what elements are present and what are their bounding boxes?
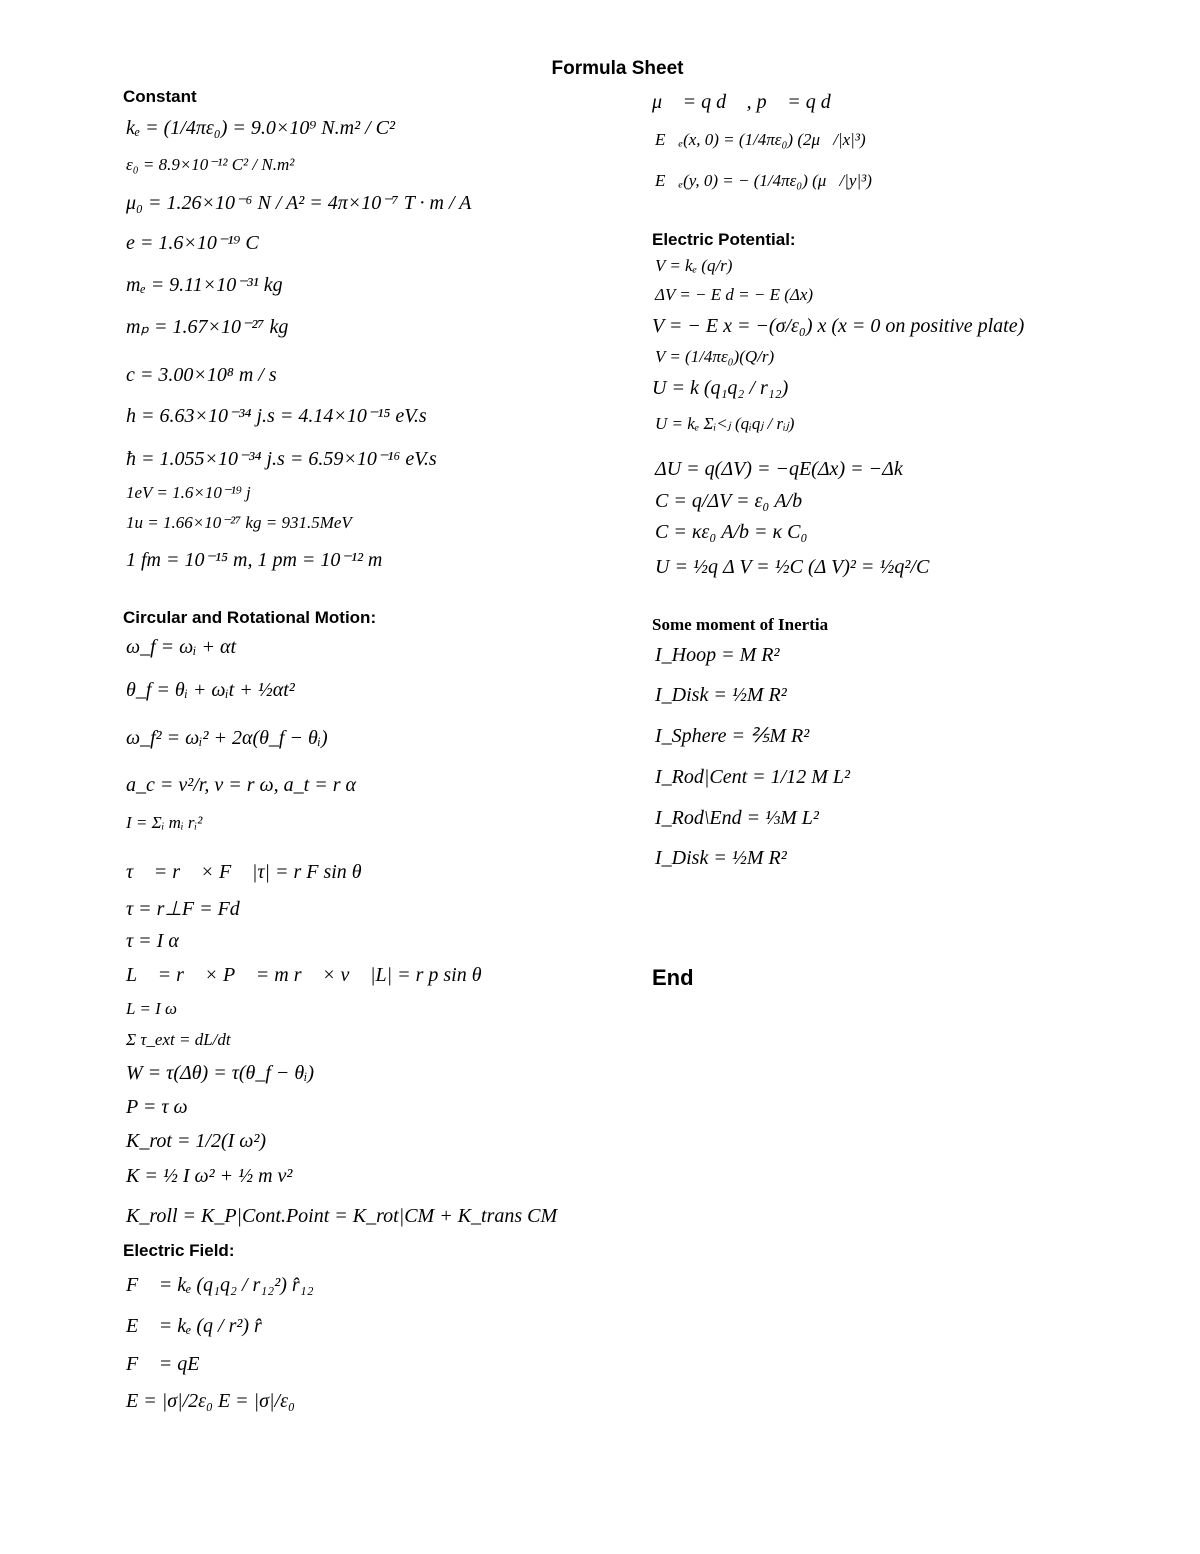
constant-electron-charge: e = 1.6×10⁻¹⁹ C: [126, 232, 259, 254]
formula-net-torque: Σ τ_ext = dL/dt: [126, 1030, 231, 1049]
formula-potential-energy-change: ΔU = q(ΔV) = −qE(Δx) = −Δk: [655, 458, 903, 480]
constant-speed-of-light: c = 3.00×10⁸ m / s: [126, 364, 277, 386]
formula-system-energy: U = kₑ Σᵢ<ⱼ (qᵢqⱼ / rᵢⱼ): [655, 414, 795, 433]
end-label: End: [652, 965, 694, 990]
formula-torque-vector: τ⃗ = r⃗ × F⃗ |τ| = r F sin θ: [126, 861, 362, 883]
formula-torque-lever: τ = r⊥F = Fd: [126, 898, 240, 920]
formula-rotational-power: P = τ ω: [126, 1096, 188, 1118]
constant-permittivity: ε₀ = 8.9×10⁻¹² C² / N.m²: [126, 155, 295, 174]
formula-capacitance: C = q/ΔV = ε₀ A/b: [655, 490, 803, 512]
inertia-hoop: I_Hoop = M R²: [655, 644, 780, 666]
formula-point-field: E⃗ = kₑ (q / r²) r̂: [126, 1315, 262, 1337]
constant-length-units: 1 fm = 10⁻¹⁵ m, 1 pm = 10⁻¹² m: [126, 549, 383, 571]
formula-centripetal: a_c = v²/r, v = r ω, a_t = r α: [126, 774, 356, 796]
formula-dipole-field-y: E⃗ₑ(y, 0) = − (1/4πε₀) (μ⃗/|y|³): [655, 171, 872, 190]
inertia-sphere: I_Sphere = ⅖M R²: [655, 725, 810, 747]
formula-field-force: F⃗ = qE⃗: [126, 1353, 216, 1375]
field-heading: Electric Field:: [123, 1241, 235, 1260]
formula-moment-of-inertia: I = Σᵢ mᵢ rᵢ²: [126, 813, 203, 832]
formula-torque-inertia: τ = I α: [126, 930, 179, 952]
constant-coulomb: kₑ = (1/4πε₀) = 9.0×10⁹ N.m² / C²: [126, 117, 395, 139]
formula-charge-potential: V = (1/4πε₀)(Q/r): [655, 347, 775, 366]
potential-heading: Electric Potential:: [652, 230, 796, 249]
formula-potential-difference: ΔV = − E d = − E (Δx): [655, 285, 814, 304]
formula-coulomb-force: F⃗ = kₑ (q₁q₂ / r₁₂²) r̂₁₂: [126, 1274, 314, 1296]
constant-electron-volt: 1eV = 1.6×10⁻¹⁹ j: [126, 483, 251, 502]
formula-angular-momentum: L = I ω: [126, 999, 178, 1018]
formula-rolling-ke: K_roll = K_P|Cont.Point = K_rot|CM + K_trans CM: [126, 1205, 558, 1227]
formula-rotational-work: W = τ(Δθ) = τ(θ_f − θᵢ): [126, 1062, 315, 1084]
inertia-heading: Some moment of Inertia: [652, 615, 829, 634]
formula-capacitor-energy: U = ½q Δ V = ½C (Δ V)² = ½q²/C: [655, 556, 930, 578]
formula-dipole-field-x: E⃗ₑ(x, 0) = (1/4πε₀) (2μ⃗/|x|³): [655, 130, 866, 149]
formula-omega-squared: ω_f² = ωᵢ² + 2α(θ_f − θᵢ): [126, 727, 328, 749]
constant-proton-mass: mₚ = 1.67×10⁻²⁷ kg: [126, 316, 289, 338]
formula-rotational-ke: K_rot = 1/2(I ω²): [126, 1130, 267, 1152]
formula-dipole-moment: μ⃗ = q d⃗ , p⃗ = q d⃗: [652, 91, 847, 113]
inertia-disk: I_Disk = ½M R²: [655, 684, 787, 706]
formula-omega-final: ω_f = ωᵢ + αt: [126, 636, 237, 658]
formula-plate-potential: V = − E x = −(σ/ε₀) x (x = 0 on positive plate): [652, 315, 1025, 337]
formula-theta-final: θ_f = θᵢ + ωᵢt + ½αt²: [126, 679, 295, 701]
rotation-heading: Circular and Rotational Motion:: [123, 608, 377, 627]
formula-point-potential: V = kₑ (q/r): [655, 256, 733, 275]
formula-pair-energy: U = k (q₁q₂ / r₁₂): [652, 377, 789, 399]
constant-atomic-mass-unit: 1u = 1.66×10⁻²⁷ kg = 931.5MeV: [126, 513, 352, 532]
constant-reduced-planck: ħ = 1.055×10⁻³⁴ j.s = 6.59×10⁻¹⁶ eV.s: [126, 448, 437, 470]
formula-sheet-field: E = |σ|/2ε₀ E = |σ|/ε₀: [126, 1390, 295, 1412]
formula-angular-momentum-vector: L⃗ = r⃗ × P⃗ = m r⃗ × v⃗ |L| = r p sin θ: [126, 964, 482, 986]
page-title: Formula Sheet: [551, 58, 684, 79]
inertia-rod-end: I_Rod\End = ⅓M L²: [655, 807, 819, 829]
constant-electron-mass: mₑ = 9.11×10⁻³¹ kg: [126, 274, 283, 296]
inertia-rod-center: I_Rod|Cent = 1/12 M L²: [655, 766, 850, 788]
inertia-disk-2: I_Disk = ½M R²: [655, 847, 787, 869]
formula-dielectric-capacitance: C = κε₀ A/b = κ C₀: [655, 521, 808, 543]
constant-heading: Constant: [123, 87, 197, 106]
constant-planck: h = 6.63×10⁻³⁴ j.s = 4.14×10⁻¹⁵ eV.s: [126, 405, 427, 427]
formula-total-ke: K = ½ I ω² + ½ m v²: [126, 1165, 293, 1187]
constant-permeability: μ₀ = 1.26×10⁻⁶ N / A² = 4π×10⁻⁷ T · m / A: [126, 192, 472, 214]
